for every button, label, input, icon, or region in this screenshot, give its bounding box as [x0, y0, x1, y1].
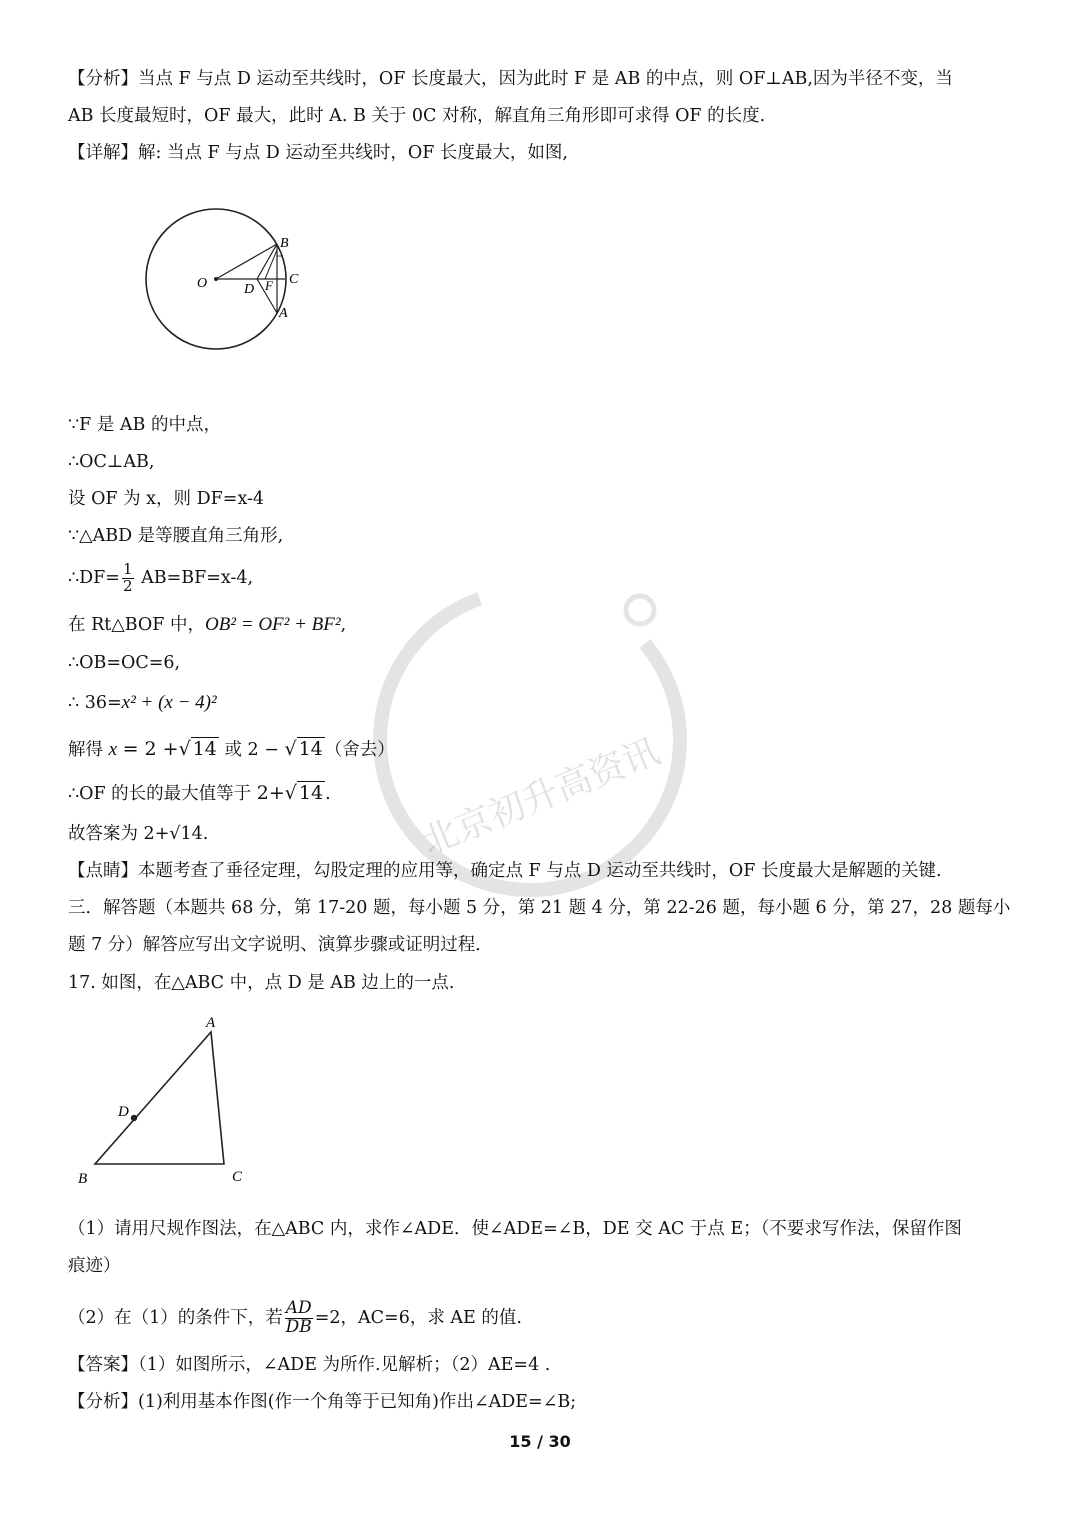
final-answer: 故答案为 2+√14. [68, 824, 209, 844]
page-number: 15 / 30 [509, 1432, 571, 1451]
step-isosceles: ∵△ABD 是等腰直角三角形, [68, 526, 284, 546]
step-let-x: 设 OF 为 x，则 DF=x-4 [68, 489, 265, 509]
step-equation: ∴ 36=x² + (x − 4)² [68, 692, 217, 713]
tri-label-C: C [232, 1169, 243, 1185]
triangle-figure [70, 1008, 270, 1193]
label-D: D [244, 282, 255, 297]
key-point: 【点睛】本题考查了垂径定理，勾股定理的应用等，确定点 F 与点 D 运动至共线时，OF 长度最大是解题的关键. [68, 861, 942, 881]
label-B: B [280, 236, 289, 251]
df-prefix: ∴DF= [68, 567, 120, 588]
watermark-text: 北京初升高资讯 [416, 730, 666, 864]
tri-label-B: B [78, 1171, 88, 1187]
q17-part1-line-1: （1）请用尺规作图法，在△ABC 内，求作∠ADE．使∠ADE=∠B，DE 交 AC 于点 E；（不要求写作法，保留作图 [68, 1219, 962, 1239]
sqrt-14-a: √ 14 [178, 738, 217, 760]
solution-intro: 【详解】解: 当点 F 与点 D 运动至共线时，OF 长度最大，如图, [68, 143, 568, 163]
step-solve: 解得 x = 2 +√ 14 或 2 − √ 14 （舍去） [68, 738, 395, 760]
fraction-ad-db: $\frac{AD}{DB}$ [285, 1298, 312, 1337]
step-radius: ∴OB=OC=6, [68, 653, 181, 673]
circle-figure [135, 200, 315, 360]
step-df [68, 562, 253, 595]
label-F: F [265, 278, 273, 293]
section-heading-line-1: 三．解答题（本题共 68 分，第 17-20 题，每小题 5 分，第 21 题 4 分，第 22-26 题，每小题 6 分，第 27，28 题每小 [68, 898, 1011, 918]
q17-answer: 【答案】（1）如图所示，∠ADE 为所作.见解析；（2）AE=4 . [68, 1355, 551, 1375]
step-max-value: ∴OF 的长的最大值等于 2+√ 14 . [68, 782, 331, 804]
label-A: A [279, 306, 288, 321]
q17-part2: （2）在（1）的条件下，若 $\frac{AD}{DB}$ =2，AC=6，求 AE 的值. [68, 1298, 522, 1337]
section-heading-line-2: 题 7 分）解答应写出文字说明、演算步骤或证明过程． [68, 935, 493, 955]
sqrt-14-c: √ 14 [284, 782, 324, 804]
fraction-half: $\frac{1}{2}$ [122, 560, 133, 595]
watermark [370, 580, 690, 900]
analysis-line-2: AB 长度最短时，OF 最大，此时 A. B 关于 0C 对称，解直角三角形即可求得 OF 的长度. [68, 106, 766, 126]
sqrt-14-b: √ 14 [284, 738, 323, 760]
step-midpoint: ∵F 是 AB 的中点， [68, 415, 221, 435]
tri-label-A: A [206, 1015, 216, 1031]
label-C: C [289, 272, 299, 287]
q17-analysis: 【分析】(1)利用基本作图(作一个角等于已知角)作出∠ADE=∠B; [68, 1392, 577, 1412]
analysis-line-1: 【分析】当点 F 与点 D 运动至共线时，OF 长度最大，因为此时 F 是 AB 的中点，则 OF⊥AB,因为半径不变，当 [68, 69, 953, 89]
label-O: O [197, 276, 208, 291]
step-perpendicular: ∴OC⊥AB, [68, 452, 155, 472]
q17-stem: 17. 如图，在△ABC 中，点 D 是 AB 边上的一点. [68, 973, 455, 993]
df-suffix: AB=BF=x-4, [135, 567, 254, 588]
q17-part1-line-2: 痕迹） [68, 1256, 121, 1276]
tri-label-D: D [118, 1104, 129, 1120]
formula-equation: x² + (x − 4)² [121, 692, 217, 713]
formula-pythagoras: OB² = OF² + BF² [204, 614, 341, 635]
step-pythagoras: 在 Rt△BOF 中，OB² = OF² + BF², [68, 614, 347, 635]
